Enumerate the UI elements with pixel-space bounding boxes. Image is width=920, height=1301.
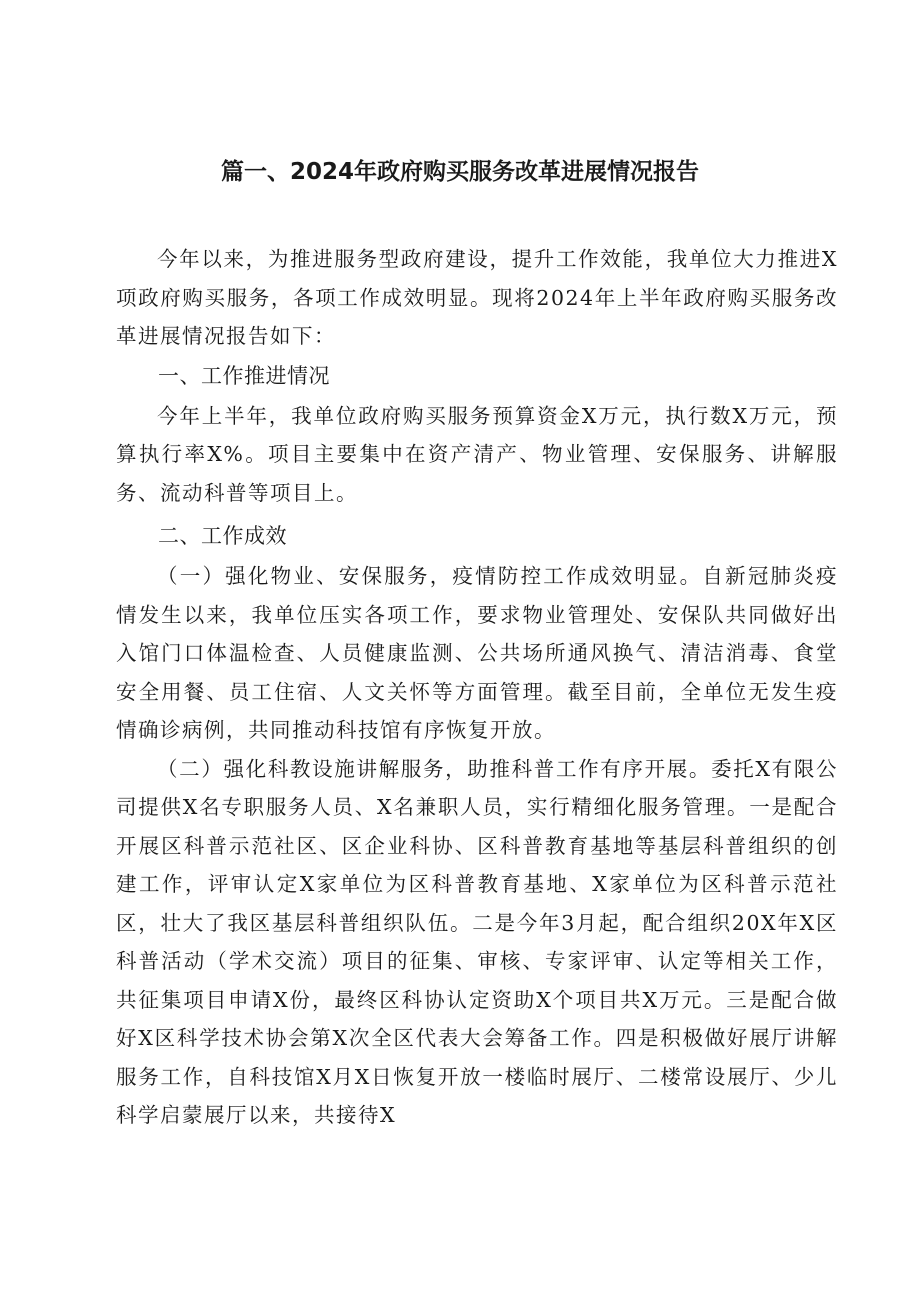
intro-paragraph: 今年以来，为推进服务型政府建设，提升工作效能，我单位大力推进X项政府购买服务，各项工作成效明显。现将2024年上半年政府购买服务改革进展情况报告如下： bbox=[116, 247, 838, 348]
section-heading-work-progress: 一、工作推进情况 bbox=[158, 363, 330, 388]
document-body bbox=[116, 240, 838, 1135]
document-title: 篇一、2024年政府购买服务改革进展情况报告 bbox=[220, 159, 699, 185]
section-paragraph: （二）强化科教设施讲解服务，助推科普工作有序开展。委托X有限公司提供X名专职服务人员、X名兼职人员，实行精细化服务管理。一是配合开展区科普示范社区、区企业科协、区科普教育基地等基层科普组织的创建工作，评审认定X家单位为区科普教育基地、X家单位为区科普示范社区，壮大了我区基层科普组织队伍。二是今年3月起，配合组织20X年X区科普活动（学术交流）项目的征集、审核、专家评审、认定等相关工作，共征集项目申请X份，最终区科协认定资助X个项目共X万元。三是配合做好X区科学技术协会第X次全区代表大会筹备工作。四是积极做好展厅讲解服务工作，自科技馆X月X日恢复开放一楼临时展厅、二楼常设展厅、少儿科学启蒙展厅以来，共接待X bbox=[116, 756, 838, 1127]
section-paragraph: 今年上半年，我单位政府购买服务预算资金X万元，执行数X万元，预算执行率X%。项目主要集中在资产清产、物业管理、安保服务、讲解服务、流动科普等项目上。 bbox=[116, 403, 838, 505]
section-heading-work-results: 二、工作成效 bbox=[158, 524, 287, 548]
section-paragraph: （一）强化物业、安保服务，疫情防控工作成效明显。自新冠肺炎疫情发生以来，我单位压实各项工作，要求物业管理处、安保队共同做好出入馆门口体温检查、人员健康监测、公共场所通风换气、清洁消毒、食堂安全用餐、员工住宿、人文关怀等方面管理。截至目前，全单位无发生疫情确诊病例，共同推动科技馆有序恢复开放。 bbox=[116, 564, 838, 742]
